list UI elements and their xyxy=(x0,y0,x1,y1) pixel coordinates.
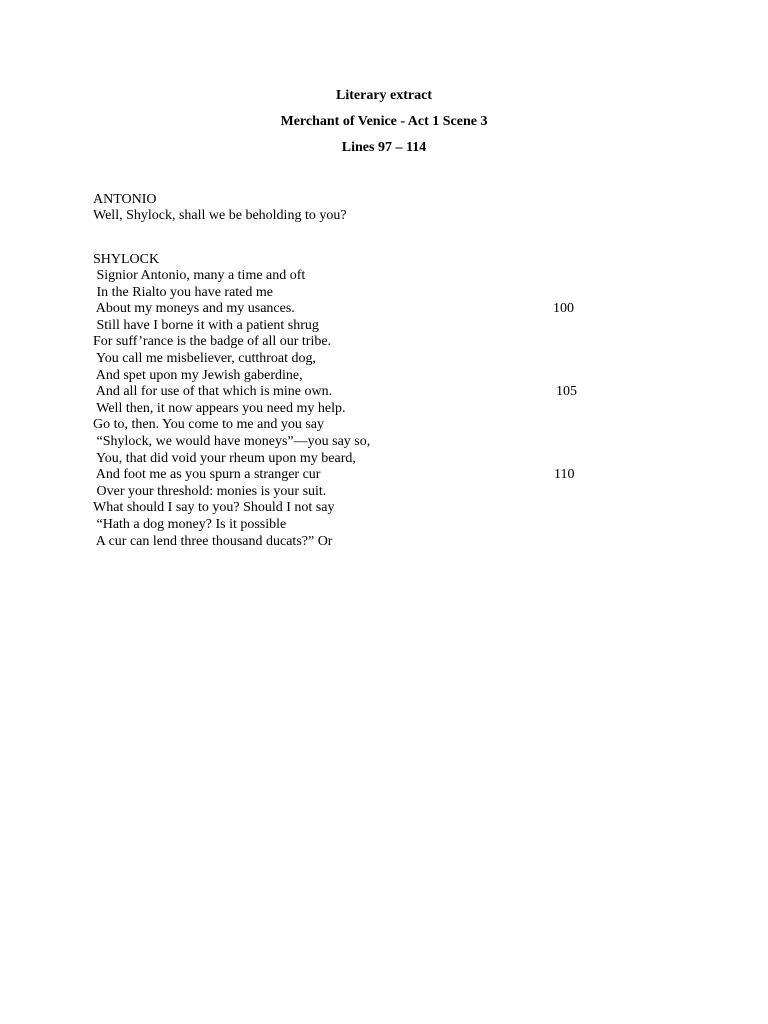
verse-text: And spet upon my Jewish gaberdine, xyxy=(93,367,303,383)
verse-text: Well then, it now appears you need my help. xyxy=(93,400,346,416)
verse-text: You call me misbeliever, cutthroat dog, xyxy=(93,350,317,366)
speaker-name-antonio: ANTONIO xyxy=(93,192,157,207)
verse-line xyxy=(93,268,613,285)
verse-line xyxy=(93,534,613,551)
verse-text: “Hath a dog money? Is it possible xyxy=(93,516,287,532)
verse-line xyxy=(93,517,613,534)
verse-text: You, that did void your rheum upon my beard, xyxy=(93,450,356,466)
verse-text: Well, Shylock, shall we be beholding to you? xyxy=(93,208,347,223)
verse-line xyxy=(93,285,613,302)
verse-text: About my moneys and my usances. xyxy=(93,301,295,317)
document-title: Literary extract xyxy=(336,88,432,103)
verse-line xyxy=(93,368,613,385)
line-number: 105 xyxy=(556,384,577,400)
verse-text: In the Rialto you have rated me xyxy=(93,284,273,300)
verse-line xyxy=(93,434,613,451)
verse-line xyxy=(93,417,613,434)
line-range: Lines 97 – 114 xyxy=(341,140,427,155)
shylock-speech xyxy=(93,251,613,550)
verse-text: Still have I borne it with a patient shrug xyxy=(93,317,319,333)
verse-text: What should I say to you? Should I not say xyxy=(93,500,335,516)
verse-text: And foot me as you spurn a stranger cur xyxy=(93,467,321,483)
verse-line xyxy=(93,467,613,484)
verse-text: A cur can lend three thousand ducats?” Or xyxy=(93,533,333,549)
document-subtitle: Merchant of Venice - Act 1 Scene 3 xyxy=(280,114,488,129)
verse-text: And all for use of that which is mine own. xyxy=(93,384,333,400)
verse-text: Over your threshold: monies is your suit. xyxy=(93,483,327,499)
verse-text: Signior Antonio, many a time and oft xyxy=(93,268,306,283)
verse-line xyxy=(93,208,613,225)
verse-line xyxy=(93,318,613,335)
line-number: 110 xyxy=(554,467,575,483)
verse-line xyxy=(93,484,613,501)
verse-text: “Shylock, we would have moneys”—you say so, xyxy=(93,433,371,449)
verse-line xyxy=(93,451,613,468)
line-number: 100 xyxy=(553,301,574,317)
verse-line xyxy=(93,384,613,401)
verse-line xyxy=(93,301,613,318)
antonio-speech xyxy=(93,191,613,225)
speaker-name-shylock: SHYLOCK xyxy=(93,252,160,267)
verse-text: For suff’rance is the badge of all our tribe. xyxy=(93,334,332,350)
verse-line xyxy=(93,500,613,517)
verse-line xyxy=(93,401,613,418)
verse-line xyxy=(93,334,613,351)
verse-line xyxy=(93,351,613,368)
verse-text: Go to, then. You come to me and you say xyxy=(93,417,324,433)
